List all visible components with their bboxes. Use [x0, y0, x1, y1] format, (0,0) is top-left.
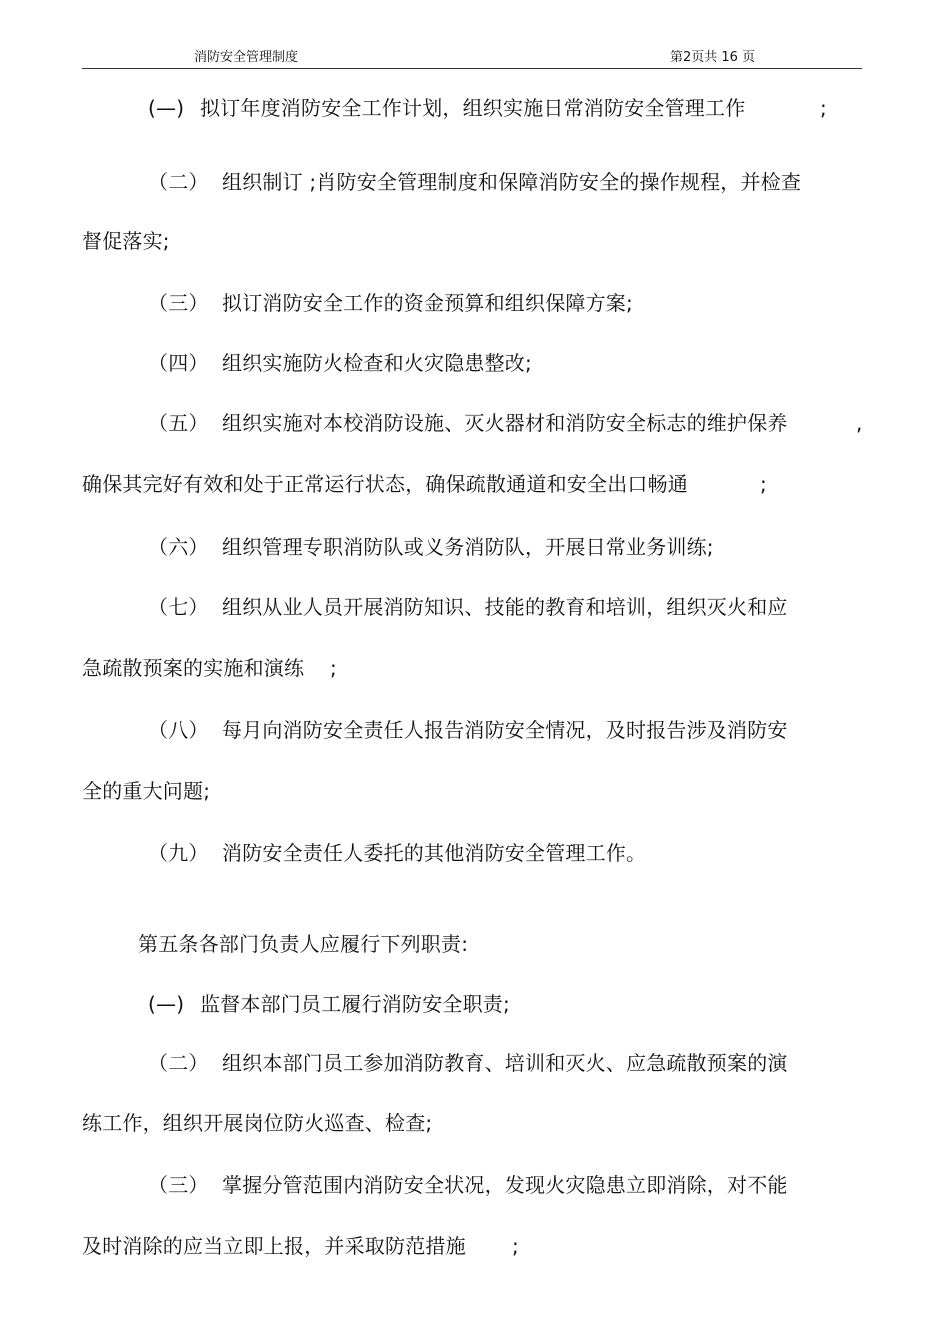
clause-line	[148, 1172, 788, 1198]
clause-number: （三）	[148, 291, 209, 315]
clause-number: (—)	[148, 992, 185, 1016]
clause-tail-punct: ;	[512, 1234, 519, 1258]
clause-line	[82, 471, 688, 497]
clause-text: 掌握分管范围内消防安全状况，发现火灾隐患立即消除，对不能	[222, 1173, 788, 1197]
clause-line	[148, 1050, 788, 1076]
clause-text: 及时消除的应当立即上报，并采取防范措施	[82, 1234, 466, 1258]
clause-line	[82, 778, 210, 804]
clause-line	[148, 169, 801, 195]
clause-line	[148, 594, 788, 620]
clause-number: （二）	[148, 170, 209, 194]
clause-text: 每月向消防安全责任人报告消防安全情况，及时报告涉及消防安	[222, 718, 788, 742]
clause-line	[148, 991, 510, 1017]
clause-number: （七）	[148, 595, 209, 619]
clause-text: 组织实施防火检查和火灾隐患整改;	[222, 351, 532, 375]
clause-tail-punct: ,	[856, 411, 863, 435]
clause-number: (—)	[148, 96, 185, 120]
clause-number: （五）	[148, 411, 209, 435]
clause-tail-punct: ;	[820, 96, 827, 120]
clause-text: 消防安全责任人委托的其他消防安全管理工作。	[222, 841, 647, 865]
clause-text: 练工作，组织开展岗位防火巡查、检查;	[82, 1111, 433, 1135]
article-text: 第五条各部门负责人应履行下列职责:	[138, 932, 469, 956]
clause-text: 组织实施对本校消防设施、灭火器材和消防安全标志的维护保养	[222, 411, 788, 435]
clause-text: 拟订消防安全工作的资金预算和组织保障方案;	[222, 291, 633, 315]
clause-tail-punct: ;	[760, 472, 767, 496]
clause-line	[148, 534, 714, 560]
clause-number: （六）	[148, 535, 209, 559]
page-header	[82, 48, 862, 69]
clause-number: （二）	[148, 1051, 209, 1075]
clause-number: （三）	[148, 1173, 209, 1197]
article-heading	[138, 931, 468, 957]
clause-line	[148, 95, 745, 121]
clause-line	[148, 840, 646, 866]
clause-line	[82, 1110, 432, 1136]
clause-text: 急疏散预案的实施和演练	[82, 656, 305, 680]
clause-line	[82, 228, 170, 254]
clause-line	[148, 350, 532, 376]
clause-line	[148, 410, 788, 436]
clause-text: 确保其完好有效和处于正常运行状态，确保疏散通道和安全出口畅通	[82, 472, 688, 496]
header-page-info: 第2页共 16 页	[670, 50, 756, 65]
header-title: 消防安全管理制度	[194, 50, 299, 65]
clause-number: （四）	[148, 351, 209, 375]
clause-text: 全的重大问题;	[82, 779, 211, 803]
clause-text: 组织制订 ;肖防安全管理制度和保障消防安全的操作规程，并检查	[222, 170, 802, 194]
clause-text: 组织本部门员工参加消防教育、培训和灭火、应急疏散预案的演	[222, 1051, 788, 1075]
clause-text: 督促落实;	[82, 229, 170, 253]
clause-line	[148, 290, 633, 316]
clause-number: （八）	[148, 718, 209, 742]
clause-tail-punct: ;	[330, 656, 337, 680]
clause-line	[82, 655, 304, 681]
clause-text: 监督本部门员工履行消防安全职责;	[200, 992, 510, 1016]
clause-text: 组织管理专职消防队或义务消防队，开展日常业务训练;	[222, 535, 714, 559]
clause-text: 拟订年度消防安全工作计划，组织实施日常消防安全管理工作	[200, 96, 746, 120]
clause-number: （九）	[148, 841, 209, 865]
clause-text: 组织从业人员开展消防知识、技能的教育和培训，组织灭火和应	[222, 595, 788, 619]
clause-line	[82, 1233, 466, 1259]
clause-line	[148, 717, 788, 743]
